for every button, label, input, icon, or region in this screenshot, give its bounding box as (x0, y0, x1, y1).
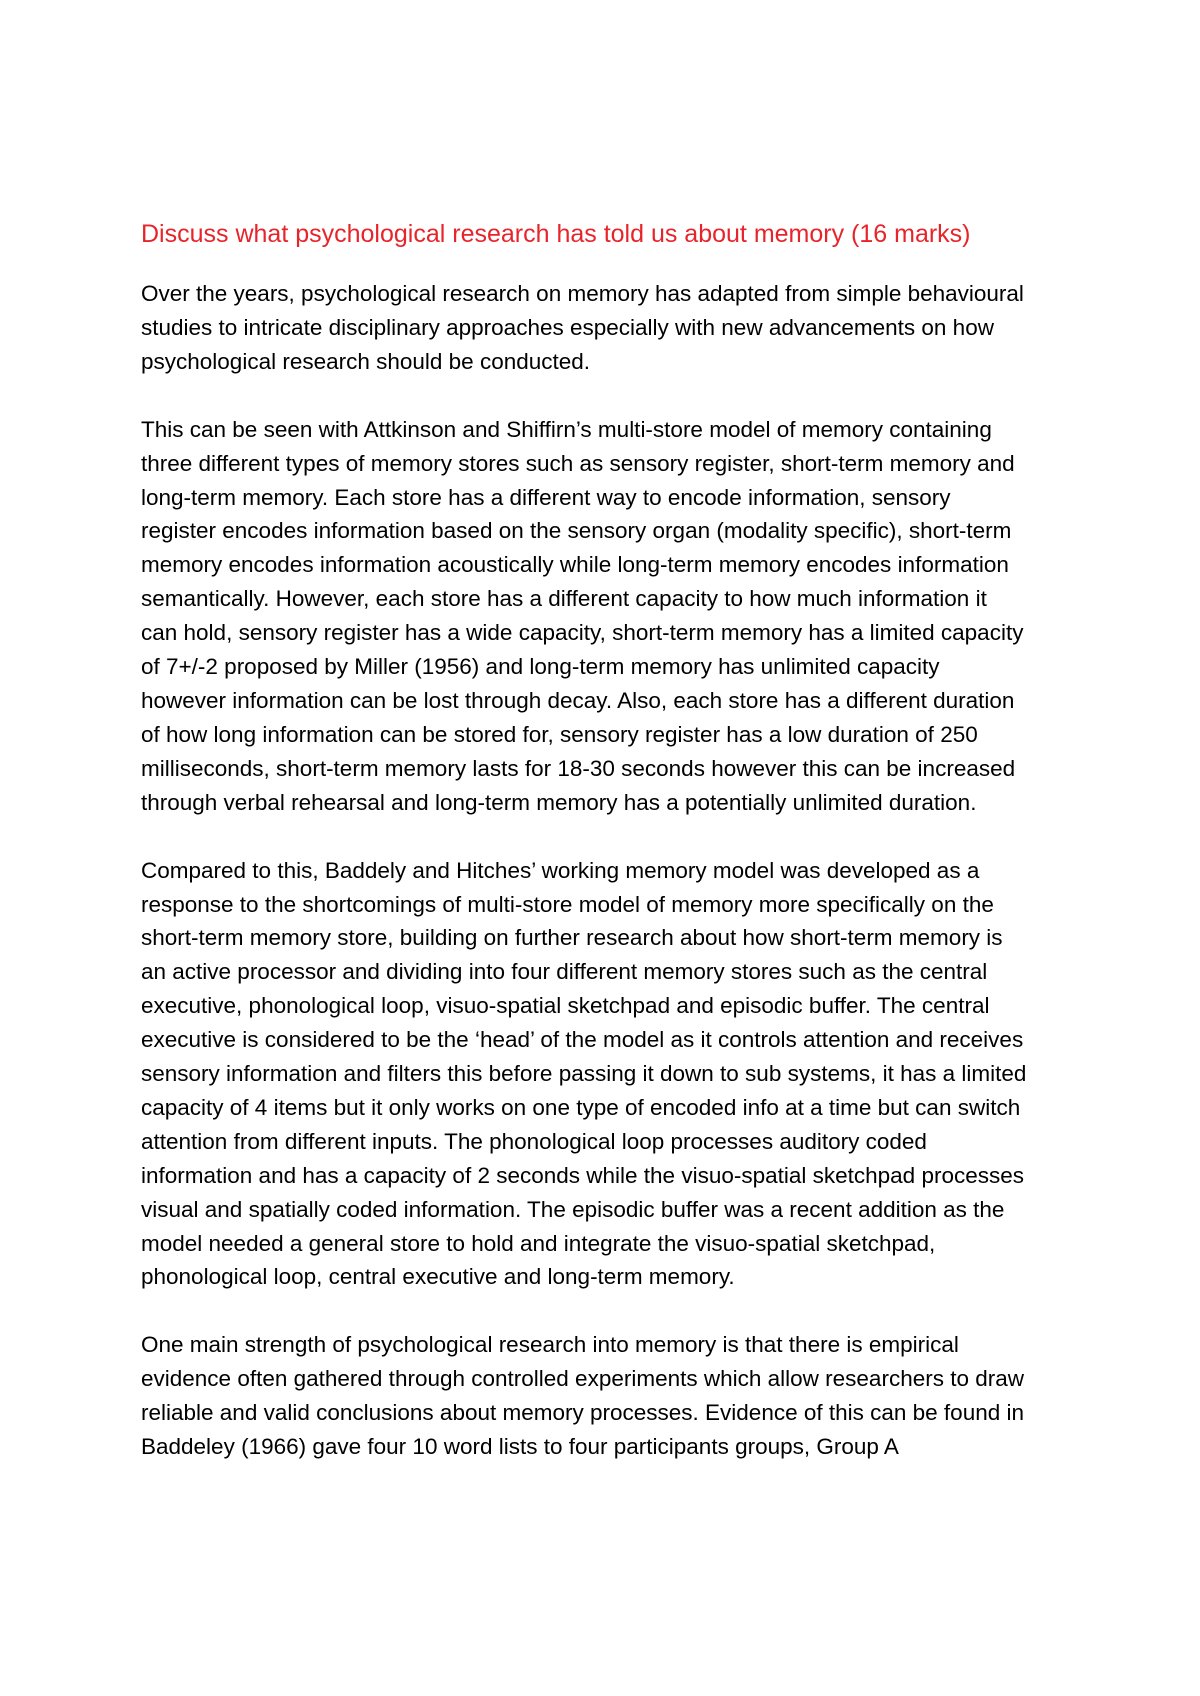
paragraph-strength-evidence: One main strength of psychological research into memory is that there is empirical evidence often gathered through controlled experiments which allow researchers to draw reliable and valid conclusions about memory processes. Evidence of this can be found in Baddeley (1966) gave four 10 word lists to four participants groups, Group A (141, 1332, 1025, 1460)
essay-question-title: Discuss what psychological research has told us about memory (16 marks) (141, 220, 971, 248)
paragraph-multi-store-model: This can be seen with Attkinson and Shiffirn’s multi-store model of memory containing three different types of memory stores such as sensory register, short-term memory and long-term memory. Each store has a different way to encode information, sensory register encodes information based on the sensory organ (modality specific), short-term memory encodes information acoustically while long-term memory encodes information semantically. However, each store has a different capacity to how much information it can hold, sensory register has a wide capacity, short-term memory has a limited capacity of 7+/-2 proposed by Miller (1956) and long-term memory has unlimited capacity however information can be lost through decay. Also, each store has a different duration of how long information can be stored for, sensory register has a low duration of 250 milliseconds, short-term memory lasts for 18-30 seconds however this can be increased through verbal rehearsal and long-term memory has a potentially unlimited duration. (141, 416, 1024, 815)
paragraph-introduction: Over the years, psychological research on memory has adapted from simple behavioural studies to intricate disciplinary approaches especially with new advancements on how psychological research should be conducted. (141, 281, 1024, 374)
paragraph-working-memory-model: Compared to this, Baddely and Hitches’ working memory model was developed as a response to the shortcomings of multi-store model of memory more specifically on the short-term memory store, building on further research about how short-term memory is an active processor and dividing into four different memory stores such as the central executive, phonological loop, visuo-spatial sketchpad and episodic buffer. The central executive is considered to be the ‘head’ of the model as it controls attention and receives sensory information and filters this before passing it down to sub systems, it has a limited capacity of 4 items but it only works on one type of encoded info at a time but can switch attention from different inputs. The phonological loop processes auditory coded information and has a capacity of 2 seconds while the visuo-spatial sketchpad processes visual and spatially coded information. The episodic buffer was a recent addition as the model needed a general store to hold and integrate the visuo-spatial sketchpad, phonological loop, central executive and long-term memory. (141, 857, 1027, 1290)
document-body (141, 218, 1141, 1498)
